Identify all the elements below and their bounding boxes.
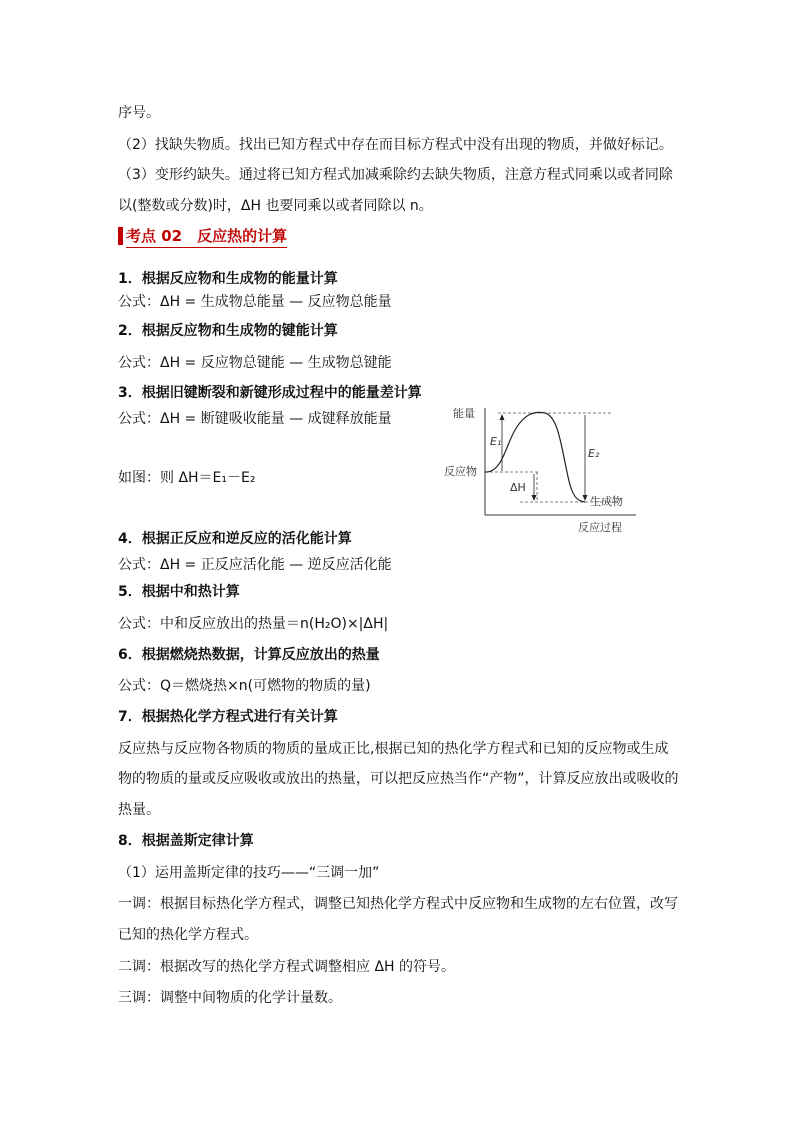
section-title: 考点 02 反应热的计算 — [126, 225, 287, 248]
item-heading: 6．根据燃烧热数据，计算反应放出的热量 — [118, 647, 380, 663]
item-heading: 8．根据盖斯定律计算 — [118, 833, 254, 849]
formula: 公式：ΔH = 反应物总键能 — 生成物总键能 — [118, 355, 392, 371]
e1-arrowhead — [500, 414, 505, 420]
paragraph-line: 物的物质的量或反应吸收或放出的热量，可以把反应热当作“产物”，计算反应放出或吸收的 — [118, 771, 679, 787]
formula: 公式：中和反应放出的热量＝n(H₂O)×|ΔH| — [118, 616, 389, 632]
item-heading: 2．根据反应物和生成物的键能计算 — [118, 323, 338, 339]
text-line: （2）找缺失物质。找出已知方程式中存在而目标方程式中没有出现的物质，并做好标记。 — [118, 137, 673, 153]
section-marker — [118, 227, 123, 245]
paragraph-line: 一调：根据目标热化学方程式，调整已知热化学方程式中反应物和生成物的左右位置，改写 — [118, 896, 678, 912]
paragraph-line: 已知的热化学方程式。 — [118, 927, 258, 943]
formula: 公式：Q＝燃烧热×n(可燃物的物质的量) — [118, 678, 371, 694]
dh-label: ΔH — [510, 481, 526, 494]
formula: 公式：ΔH = 正反应活化能 — 逆反应活化能 — [118, 557, 392, 573]
paragraph-line: 反应热与反应物各物质的物质的量成正比,根据已知的热化学方程式和已知的反应物或生成 — [118, 741, 669, 757]
energy-curve — [485, 412, 585, 502]
e1-label: E₁ — [490, 435, 502, 448]
text-line: 以(整数或分数)时，ΔH 也要同乘以或者同除以 n。 — [118, 198, 433, 214]
energy-diagram — [440, 405, 640, 535]
x-axis-label: 反应过程 — [578, 521, 622, 534]
formula: 公式：ΔH = 断键吸收能量 — 成键释放能量 — [118, 411, 392, 427]
e2-arrowhead — [583, 495, 588, 501]
figure-note: 如图：则 ΔH＝E₁－E₂ — [118, 470, 256, 486]
section-heading — [118, 226, 287, 246]
paragraph-line: 二调：根据改写的热化学方程式调整相应 ΔH 的符号。 — [118, 959, 456, 975]
item-heading: 1．根据反应物和生成物的能量计算 — [118, 271, 338, 287]
text-line: （3）变形约缺失。通过将已知方程式加减乘除约去缺失物质，注意方程式同乘以或者同除 — [118, 167, 673, 183]
item-heading: 3．根据旧键断裂和新键形成过程中的能量差计算 — [118, 385, 422, 401]
product-label: 生成物 — [590, 495, 623, 508]
item-heading: 5．根据中和热计算 — [118, 584, 240, 600]
paragraph-line: 热量。 — [118, 802, 160, 818]
reactant-label: 反应物 — [444, 465, 477, 478]
item-heading: 4．根据正反应和逆反应的活化能计算 — [118, 531, 352, 547]
paragraph-line: （1）运用盖斯定律的技巧——“三调一加” — [118, 865, 380, 881]
formula: 公式：ΔH = 生成物总能量 — 反应物总能量 — [118, 294, 392, 310]
text-line: 序号。 — [118, 105, 160, 121]
e2-label: E₂ — [588, 447, 600, 460]
item-heading: 7．根据热化学方程式进行有关计算 — [118, 709, 338, 725]
dh-arrowhead — [532, 495, 537, 501]
y-axis-label: 能量 — [453, 407, 475, 420]
paragraph-line: 三调：调整中间物质的化学计量数。 — [118, 990, 342, 1006]
